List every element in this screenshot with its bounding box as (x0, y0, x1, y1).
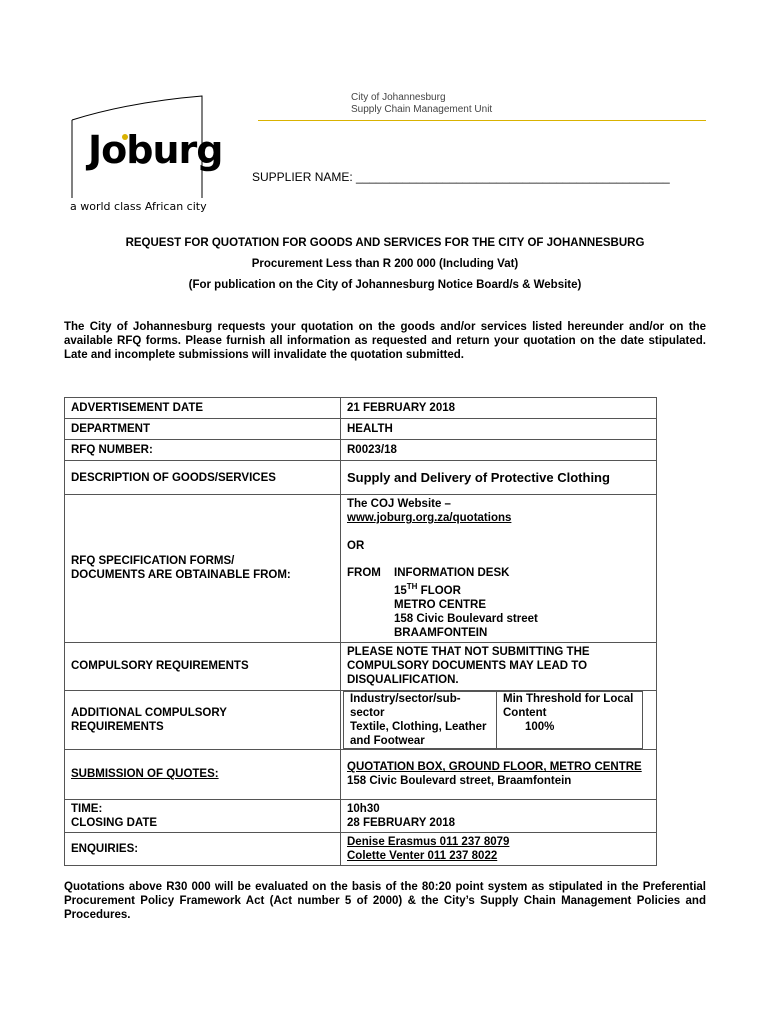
spec-centre-text: METRO CENTRE (394, 598, 486, 611)
org-unit: Supply Chain Management Unit (351, 104, 493, 115)
time-closing-value (341, 799, 657, 832)
inner-header-sector: Industry/sector/sub-sector (344, 691, 497, 720)
spec-website-link[interactable]: www.joburg.org.za/quotations (347, 512, 512, 524)
inner-cell-threshold: 100% (497, 720, 643, 749)
closing-date-value: 28 FEBRUARY 2018 (347, 816, 456, 829)
additional-label-line2: REQUIREMENTS (71, 720, 164, 733)
submission-address-text: 158 Civic Boulevard street, Braamfontein (347, 775, 572, 788)
footer-paragraph: Quotations above R30 000 will be evaluated on the basis of the 80:20 point system as stipulated in the Preferential Procurement Policy Framework Act (Act number 5 of 2000) & the City’s Supply Chain Management Policies and Procedures. (64, 881, 706, 921)
rfq-number-label: RFQ NUMBER: (65, 440, 341, 461)
supplier-name-field: SUPPLIER NAME: _______________________________________________ (252, 170, 670, 184)
spec-desk-text: INFORMATION DESK (394, 567, 510, 579)
local-content-table (343, 691, 643, 749)
header-divider (258, 120, 706, 121)
spec-from-text: FROM (347, 567, 381, 579)
department-value: HEALTH (341, 419, 657, 440)
table-row (65, 832, 657, 865)
inner-cell-sector: Textile, Clothing, Leather and Footwear (344, 720, 497, 749)
spec-forms-label (65, 495, 341, 643)
spec-or-text: OR (347, 540, 365, 552)
enquiry-contact-1[interactable]: Denise Erasmus 011 237 8079 (347, 835, 510, 848)
spec-floor-superscript: TH (406, 582, 418, 591)
document-subtitle-2: (For publication on the City of Johannesburg Notice Board/s & Website) (188, 279, 582, 291)
submission-value (341, 749, 657, 799)
org-name: City of Johannesburg (351, 92, 446, 103)
table-row (344, 720, 643, 749)
table-row (65, 440, 657, 461)
table-row (65, 398, 657, 419)
table-row (344, 691, 643, 720)
spec-area-text: BRAAMFONTEIN (394, 626, 488, 639)
table-row (65, 642, 657, 690)
compulsory-label: COMPULSORY REQUIREMENTS (65, 642, 341, 690)
department-label: DEPARTMENT (65, 419, 341, 440)
time-value: 10h30 (347, 802, 380, 815)
submission-label: SUBMISSION OF QUOTES: (65, 749, 341, 799)
spec-label-line1: RFQ SPECIFICATION FORMS/ (71, 555, 235, 568)
advert-date-label: ADVERTISEMENT DATE (65, 398, 341, 419)
table-row (65, 419, 657, 440)
intro-paragraph: The City of Johannesburg requests your quotation on the goods and/or services listed hereunder and/or on the available RFQ forms. Please furnish all information as requested and return your quotation on the date stipulated. Late and incomplete submissions will invalidate the quotation submitted. (64, 321, 706, 361)
table-row (65, 799, 657, 832)
rfq-table (64, 397, 657, 866)
enquiries-label: ENQUIRIES: (65, 832, 341, 865)
description-value: Supply and Delivery of Protective Clothing (341, 461, 657, 495)
spec-website-text: The COJ Website – (347, 498, 451, 510)
spec-forms-value (341, 495, 657, 643)
table-row (65, 749, 657, 799)
spec-address (347, 566, 650, 640)
submission-box-text: QUOTATION BOX, GROUND FLOOR, METRO CENTRE (347, 761, 642, 774)
spec-label-line2: DOCUMENTS ARE OBTAINABLE FROM: (71, 569, 291, 582)
spec-address-lines (394, 566, 538, 640)
rfq-number-value: R0023/18 (341, 440, 657, 461)
time-label: TIME: (71, 802, 103, 815)
enquiries-value (341, 832, 657, 865)
enquiry-contact-2[interactable]: Colette Venter 011 237 8022 (347, 849, 498, 862)
time-closing-label (65, 799, 341, 832)
additional-value (341, 690, 657, 749)
spec-street-text: 158 Civic Boulevard street (394, 612, 538, 625)
logo-tagline: a world class African city (70, 200, 207, 213)
additional-label-line1: ADDITIONAL COMPULSORY (71, 706, 227, 719)
additional-label (65, 690, 341, 749)
closing-date-label: CLOSING DATE (71, 816, 158, 829)
table-row (65, 495, 657, 643)
spec-floor-number: 15 (394, 584, 407, 597)
description-label: DESCRIPTION OF GOODS/SERVICES (65, 461, 341, 495)
inner-header-threshold: Min Threshold for Local Content (497, 691, 643, 720)
document-subtitle-1: Procurement Less than R 200 000 (Including Vat) (251, 258, 519, 270)
spec-floor-text (394, 580, 538, 598)
advert-date-value: 21 FEBRUARY 2018 (341, 398, 657, 419)
document-title: REQUEST FOR QUOTATION FOR GOODS AND SERVICES FOR THE CITY OF JOHANNESBURG (125, 237, 645, 249)
spec-floor-word: FLOOR (420, 584, 461, 597)
compulsory-value: PLEASE NOTE THAT NOT SUBMITTING THE COMPULSORY DOCUMENTS MAY LEAD TO DISQUALIFICATION. (341, 642, 657, 690)
logo-wordmark: Joburg (88, 128, 223, 172)
table-row (65, 690, 657, 749)
table-row (65, 461, 657, 495)
